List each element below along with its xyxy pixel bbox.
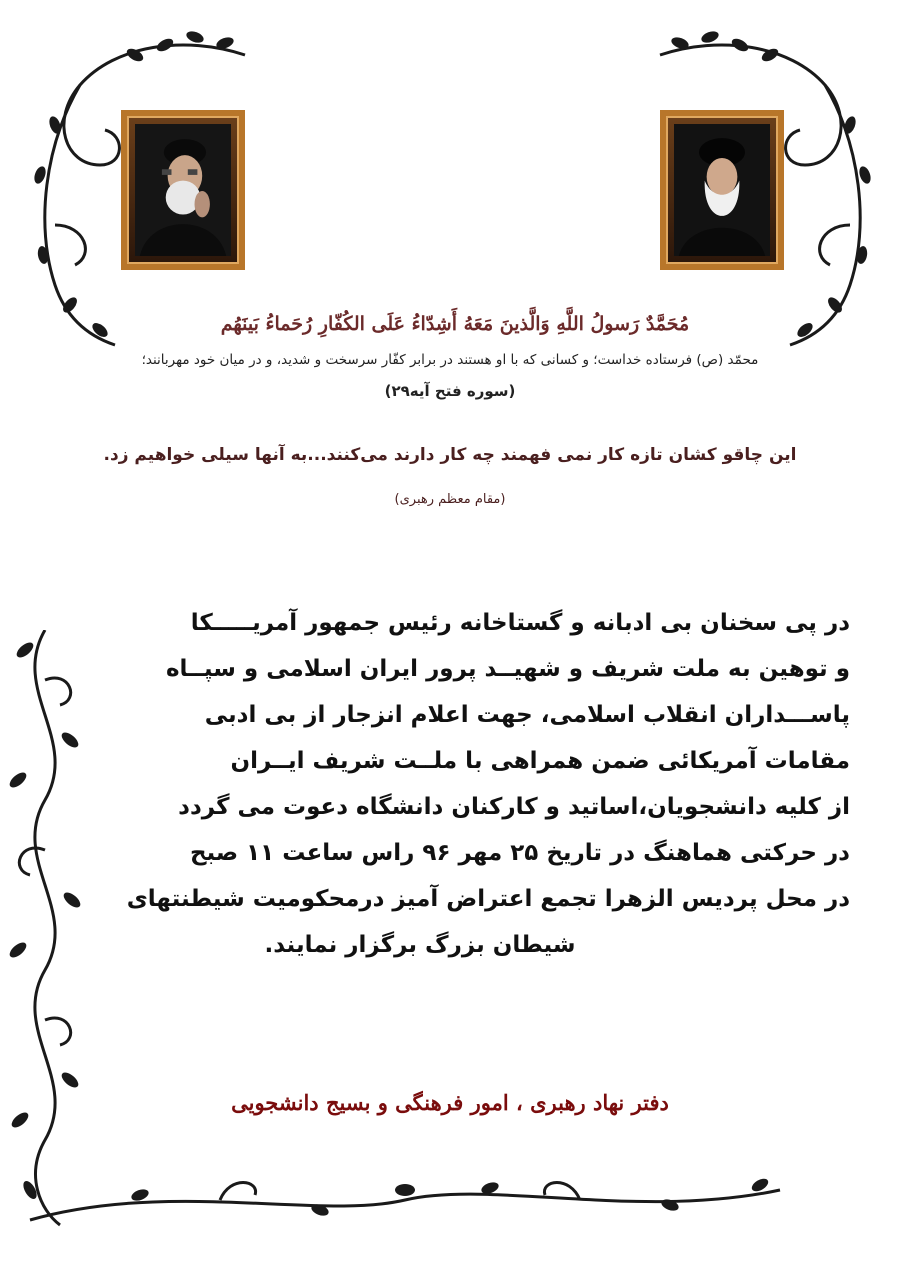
verse-reference: (سوره فتح آیه۲۹) [384,382,516,400]
organizer-signature: دفتر نهاد رهبری ، امور فرهنگی و بسیج دانشجویی [231,1090,669,1115]
portrait-imam-image [674,124,770,256]
body-line: در حرکتی هماهنگ در تاریخ ۲۵ مهر ۹۶ راس ساعت ۱۱ صبح [189,840,850,866]
vine-ornament-left [0,630,90,1230]
invitation-body [110,600,850,968]
body-line: از کلیه دانشجویان،اساتید و کارکنان دانشگاه دعوت می گردد [178,794,850,820]
quran-verse-arabic: مُحَمَّدٌ رَسولُ اللَّهِ وَالَّذينَ مَعَهُ أَشِدّاءُ عَلَى الكُفّارِ رُحَماءُ بَينَهُم [220,313,690,335]
leader-quote: این چاقو کشان تازه کار نمی فهمند چه کار دارند می‌کنند...به آنها سیلی خواهیم زد. [103,445,797,465]
vine-ornament-bottom [20,1160,790,1230]
portrait-frame-right [660,110,784,270]
quote-source: (مقام معظم رهبری) [394,492,506,507]
body-line: شیطان بزرگ برگزار نمایند. [264,932,576,958]
quran-verse-translation: محمّد (ص) فرستاده خداست؛ و کسانی که با او هستند در برابر کفّار سرسخت و شدید، و در میان خود مهربانند؛ [141,352,759,368]
portrait-frame-left [121,110,245,270]
body-line: پاســـداران انقلاب اسلامی، جهت اعلام انزجار از بی ادبی [204,702,850,728]
portrait-leader-image [135,124,231,256]
body-line: در محل پردیس الزهرا تجمع اعتراض آمیز درمحکومیت شیطنتهای [126,886,850,912]
body-line: در پی سخنان بی ادبانه و گستاخانه رئیس جمهور آمریـــــکا [190,610,850,636]
body-line: مقامات آمریکائی ضمن همراهی با ملــت شریف ایــران [230,748,850,774]
body-line: و توهین به ملت شریف و شهیــد پرور ایران اسلامی و سپــاه [165,656,850,682]
